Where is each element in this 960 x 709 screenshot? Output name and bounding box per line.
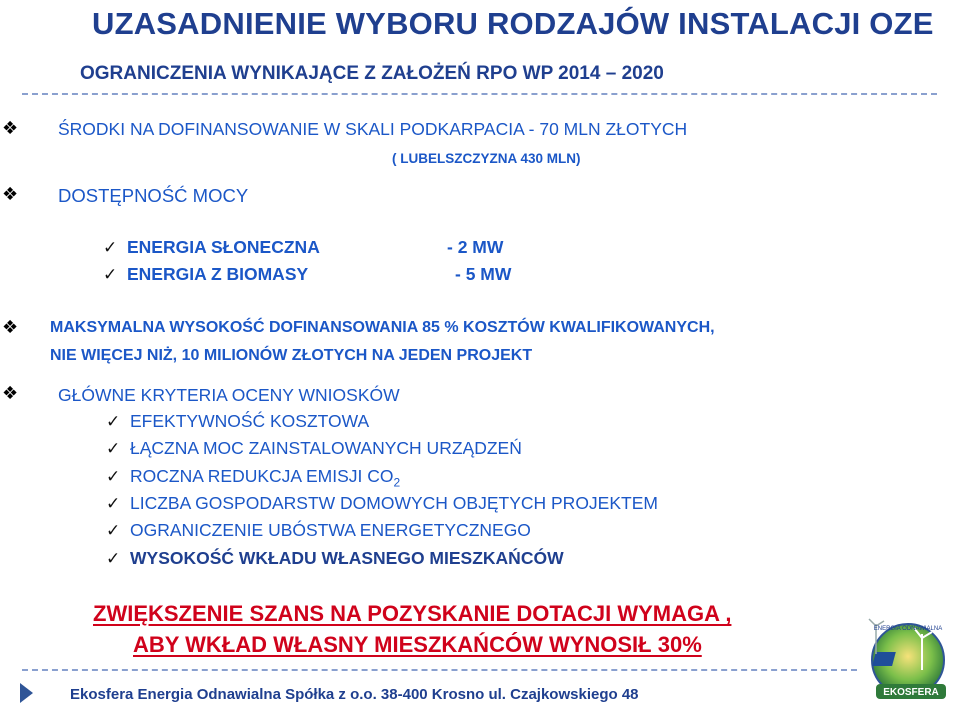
bullet-power: [0, 184, 960, 208]
bullet-funding: [0, 118, 960, 142]
co2-subscript: 2: [393, 475, 401, 490]
page-subtitle: OGRANICZENIA WYNIKAJĄCE Z ZAŁOŻEŃ RPO WP 2014 – 2020: [80, 63, 664, 84]
criteria-item: [106, 493, 658, 514]
bullet-max-funding: [0, 317, 960, 377]
diamond-icon: ❖: [2, 383, 19, 403]
power-item-solar: [103, 237, 320, 258]
diamond-icon: ❖: [2, 184, 19, 204]
criteria-item: [106, 411, 369, 432]
power-item-biomass: [103, 264, 308, 285]
solar-panel-icon: [872, 652, 896, 666]
conclusion-line1: ZWIĘKSZENIE SZANS NA POZYSKANIE DOTACJI WYMAGA ,: [93, 601, 732, 626]
conclusion-line2: ABY WKŁAD WŁASNY MIESZKAŃCÓW WYNOSIŁ 30%: [133, 632, 702, 657]
logo-ring-text: ENERGIA ODNAWIALNA: [873, 626, 943, 632]
power-item-label: ENERGIA SŁONECZNA: [127, 237, 320, 257]
criteria-item-label: WYSOKOŚĆ WKŁADU WŁASNEGO MIESZKAŃCÓW: [130, 548, 564, 568]
funding-text: ŚRODKI NA DOFINANSOWANIE W SKALI PODKARPACIA - 70 MLN ZŁOTYCH: [58, 119, 688, 139]
diamond-icon: ❖: [2, 317, 19, 337]
power-text: DOSTĘPNOŚĆ MOCY: [58, 185, 249, 206]
check-icon: ✓: [106, 467, 121, 486]
check-icon: ✓: [103, 238, 118, 257]
power-item-label: ENERGIA Z BIOMASY: [127, 264, 309, 284]
criteria-item-label: EFEKTYWNOŚĆ KOSZTOWA: [130, 411, 370, 431]
power-item-value: - 2 MW: [447, 237, 504, 257]
criteria-item: [106, 548, 564, 569]
ekosfera-logo: [856, 614, 952, 706]
power-item-value: - 5 MW: [455, 264, 512, 284]
diamond-icon: ❖: [2, 118, 19, 138]
check-icon: ✓: [106, 521, 121, 540]
play-arrow-icon: [20, 683, 33, 703]
criteria-item-label: LICZBA GOSPODARSTW DOMOWYCH OBJĘTYCH PROJEKTEM: [130, 493, 658, 513]
check-icon: ✓: [103, 265, 118, 284]
footer-address: Ekosfera Energia Odnawialna Spółka z o.o. 38-400 Krosno ul. Czajkowskiego 48: [70, 686, 639, 703]
funding-note: ( LUBELSZCZYZNA 430 MLN): [392, 151, 581, 166]
max-funding-line2: NIE WIĘCEJ NIŻ, 10 MILIONÓW ZŁOTYCH NA JEDEN PROJEKT: [50, 347, 533, 364]
criteria-item-label: ŁĄCZNA MOC ZAINSTALOWANYCH URZĄDZEŃ: [130, 438, 522, 458]
bullet-criteria: [0, 383, 960, 407]
bottom-divider: [22, 669, 857, 671]
check-icon: ✓: [106, 412, 121, 431]
criteria-item-label: ROCZNA REDUKCJA EMISJI CO: [130, 466, 394, 486]
logo-name: EKOSFERA: [883, 687, 939, 698]
criteria-item: [106, 520, 531, 541]
check-icon: ✓: [106, 439, 121, 458]
criteria-text: GŁÓWNE KRYTERIA OCENY WNIOSKÓW: [58, 385, 400, 405]
top-divider: [22, 93, 937, 95]
check-icon: ✓: [106, 549, 121, 568]
criteria-item: [106, 466, 400, 490]
max-funding-line1: MAKSYMALNA WYSOKOŚĆ DOFINANSOWANIA 85 % KOSZTÓW KWALIFIKOWANYCH,: [50, 319, 715, 336]
page-title: UZASADNIENIE WYBORU RODZAJÓW INSTALACJI OZE: [92, 6, 934, 41]
check-icon: ✓: [106, 494, 121, 513]
criteria-item: [106, 438, 522, 459]
criteria-item-label: OGRANICZENIE UBÓSTWA ENERGETYCZNEGO: [130, 520, 531, 540]
